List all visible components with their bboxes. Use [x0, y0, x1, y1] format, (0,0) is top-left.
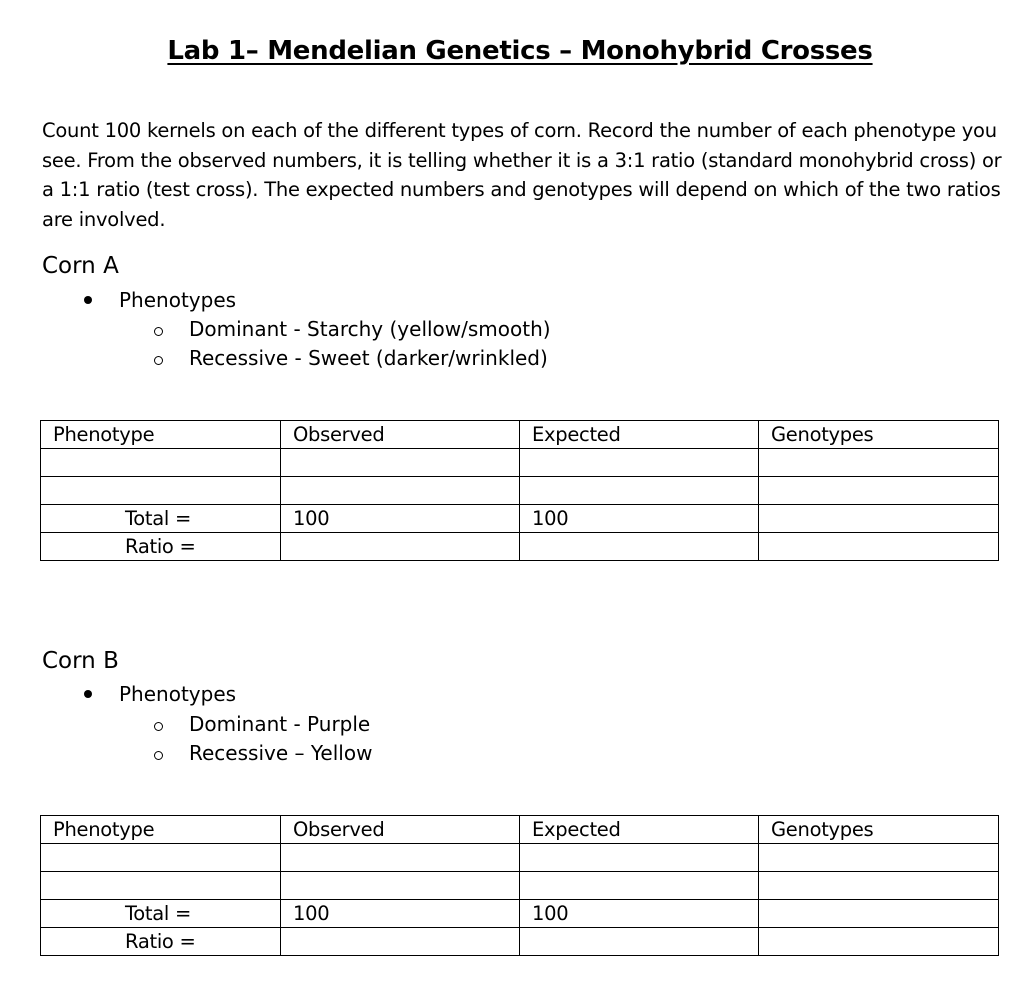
table-row-ratio: [41, 533, 999, 561]
page-title: Lab 1– Mendelian Genetics – Monohybrid Crosses: [167, 36, 873, 66]
corn-b-table: [40, 815, 999, 956]
header-cell: Phenotype: [41, 816, 281, 844]
table-cell[interactable]: [281, 872, 520, 900]
total-label: Total =: [41, 900, 281, 928]
table-header-row: [41, 816, 999, 844]
table-cell[interactable]: [520, 533, 759, 561]
bullet-icon: [84, 690, 92, 698]
table-cell[interactable]: [281, 533, 520, 561]
corn-a-bullet-label: Phenotypes: [119, 288, 237, 312]
table-cell[interactable]: [281, 477, 520, 505]
table-row: [41, 477, 999, 505]
expected-total[interactable]: 100: [520, 900, 759, 928]
observed-total[interactable]: 100: [281, 505, 520, 533]
table-cell[interactable]: [759, 477, 999, 505]
corn-a-sub-item: [154, 346, 548, 370]
corn-a-bullet: [80, 288, 236, 312]
corn-a-recessive-text: Recessive - Sweet (darker/wrinkled): [189, 346, 548, 370]
observed-total[interactable]: 100: [281, 900, 520, 928]
table-cell[interactable]: [759, 533, 999, 561]
table-cell[interactable]: [41, 844, 281, 872]
table-cell[interactable]: [759, 844, 999, 872]
corn-b-recessive-text: Recessive – Yellow: [189, 741, 373, 765]
expected-total[interactable]: 100: [520, 505, 759, 533]
circle-bullet-icon: [154, 722, 163, 731]
total-label: Total =: [41, 505, 281, 533]
circle-bullet-icon: [154, 751, 163, 760]
header-cell: Phenotype: [41, 421, 281, 449]
intro-paragraph: Count 100 kernels on each of the different types of corn. Record the number of each phenotype you see. From the observed numbers, it is telling whether it is a 3:1 ratio (standard monohybrid cross) or a 1:1 ratio (test cross). The expected numbers and genotypes will depend on which of the two ratios are involved.: [42, 119, 1002, 231]
table-row: [41, 449, 999, 477]
table-row: [41, 844, 999, 872]
corn-b-bullet-label: Phenotypes: [119, 682, 237, 706]
table-header-row: [41, 421, 999, 449]
table-cell[interactable]: [281, 928, 520, 956]
header-cell: Expected: [520, 421, 759, 449]
table-cell[interactable]: [759, 872, 999, 900]
table-cell[interactable]: [759, 928, 999, 956]
header-cell: Observed: [281, 816, 520, 844]
corn-b-heading: Corn B: [42, 648, 119, 674]
bullet-icon: [84, 296, 92, 304]
table-cell[interactable]: [281, 844, 520, 872]
corn-a-dominant-text: Dominant - Starchy (yellow/smooth): [189, 317, 551, 341]
header-cell: Genotypes: [759, 421, 999, 449]
corn-a-sub-item: [154, 317, 551, 341]
table-cell[interactable]: [520, 477, 759, 505]
table-row-total: [41, 505, 999, 533]
table-cell[interactable]: [281, 449, 520, 477]
table-cell[interactable]: [759, 505, 999, 533]
corn-a-heading: Corn A: [42, 253, 119, 279]
table-row-ratio: [41, 928, 999, 956]
header-cell: Expected: [520, 816, 759, 844]
table-cell[interactable]: [520, 844, 759, 872]
table-row: [41, 872, 999, 900]
circle-bullet-icon: [154, 327, 163, 336]
table-cell[interactable]: [759, 449, 999, 477]
ratio-label: Ratio =: [41, 533, 281, 561]
table-cell[interactable]: [520, 872, 759, 900]
table-cell[interactable]: [41, 872, 281, 900]
corn-b-bullet: [80, 682, 236, 706]
table-cell[interactable]: [759, 900, 999, 928]
table-row-total: [41, 900, 999, 928]
table-cell[interactable]: [41, 477, 281, 505]
table-cell[interactable]: [41, 449, 281, 477]
ratio-label: Ratio =: [41, 928, 281, 956]
table-cell[interactable]: [520, 449, 759, 477]
header-cell: Genotypes: [759, 816, 999, 844]
corn-a-table: [40, 420, 999, 561]
corn-b-sub-item: [154, 712, 370, 736]
corn-b-dominant-text: Dominant - Purple: [189, 712, 371, 736]
table-cell[interactable]: [520, 928, 759, 956]
corn-b-sub-item: [154, 741, 372, 765]
circle-bullet-icon: [154, 356, 163, 365]
header-cell: Observed: [281, 421, 520, 449]
